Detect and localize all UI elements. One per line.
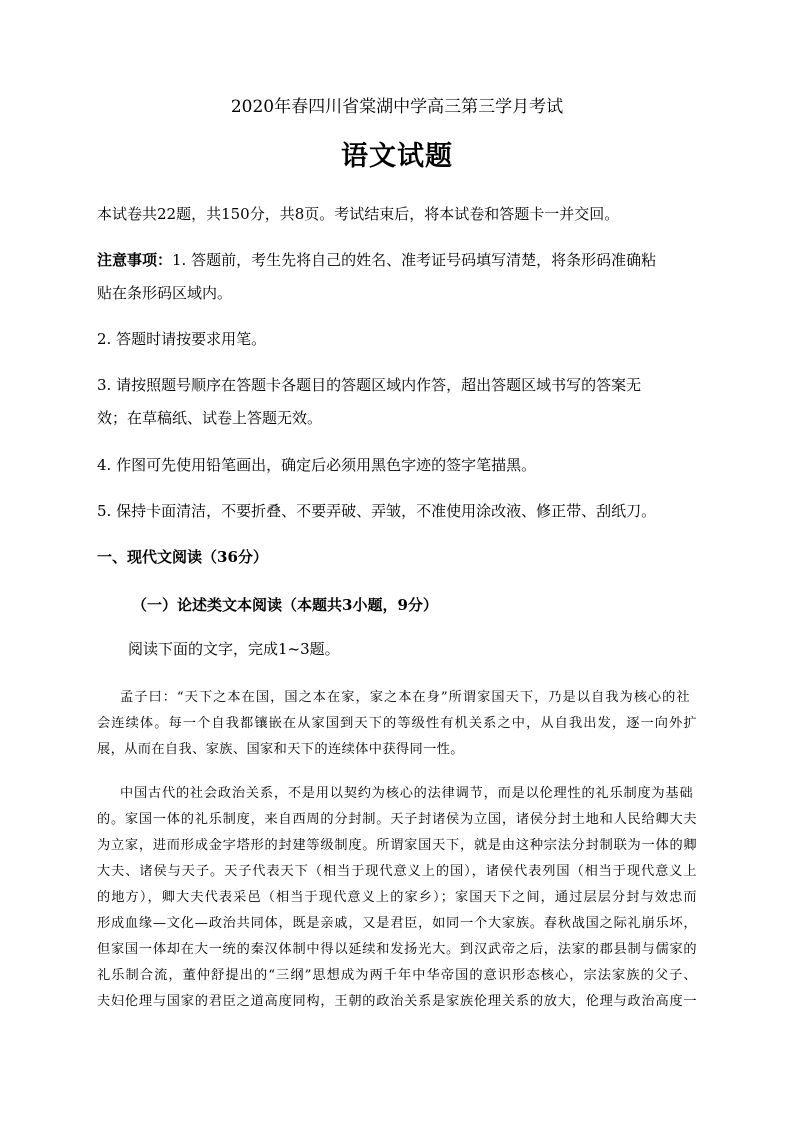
exam-intro: 本试卷共22题，共150分，共8页。考试结束后，将本试卷和答题卡一并交回。 [97, 205, 620, 223]
notes-item-3: 3. 请按照题号顺序在答题卡各题目的答题区域内作答，超出答题区域书写的答案无 [97, 376, 642, 394]
passage-p2-line: 大夫、诸侯与天子。天子代表天下（相当于现代意义上的国），诸侯代表列国（相当于现代意义上 [97, 864, 697, 879]
notes-item-4: 4. 作图可先使用铅笔画出，确定后必须用黑色字迹的签字笔描黑。 [97, 456, 537, 474]
passage-p2-line: 形成血缘—文化—政治共同体，既是亲戚，又是君臣，如同一个大家族。春秋战国之际礼崩乐坏， [97, 916, 697, 931]
exam-title: 2020年春四川省棠湖中学高三第三学月考试 [230, 97, 564, 117]
passage-p2-line: 的地方），卿大夫代表采邑（相当于现代意义上的家乡）；家国天下之间，通过层层分封与效忠而 [97, 890, 697, 905]
notes-item-1-cont: 贴在条形码区域内。 [97, 284, 233, 302]
passage-p2-line: 礼乐制合流，董仲舒提出的“三纲”思想成为两千年中华帝国的意识形态核心，宗法家族的父子、 [97, 968, 697, 983]
passage-p1-line: 展，从而在自我、家族、国家和天下的连续体中获得同一性。 [97, 742, 464, 757]
passage-p1-line: 孟子曰：“天下之本在国，国之本在家，家之本在身”所谓家国天下，乃是以自我为核心的社 [120, 690, 690, 705]
passage-p1-line: 会连续体。每一个自我都镶嵌在从家国到天下的等级性有机关系之中，从自我出发，逐一向外扩 [97, 716, 697, 731]
passage-p2-line: 中国古代的社会政治关系，不是用以契约为核心的法律调节，而是以伦理性的礼乐制度为基础 [120, 786, 693, 801]
passage-p2-line: 但家国一体却在大一统的秦汉体制中得以延续和发扬光大。到汉武帝之后，法家的郡县制与儒家的 [97, 942, 697, 957]
reading-instruction: 阅读下面的文字，完成1~3题。 [128, 640, 340, 658]
section-subheading: （一）论述类文本阅读（本题共3小题，9分） [132, 596, 438, 614]
notes-item-5: 5. 保持卡面清洁，不要折叠、不要弄破、弄皱，不准使用涂改液、修正带、刮纸刀。 [97, 502, 657, 520]
passage-p2-line: 为立家，进而形成金字塔形的封建等级制度。所谓家国天下，就是由这种宗法分封制联为一体的卿 [97, 838, 697, 853]
notes-item-1 [97, 249, 656, 270]
notes-label: 注意事项： [97, 251, 173, 269]
notes-item-1-text: 1. 答题前，考生先将自己的姓名、准考证号码填写清楚，将条形码准确粘 [172, 251, 657, 269]
notes-item-2: 2. 答题时请按要求用笔。 [97, 330, 267, 348]
subject-title: 语文试题 [341, 141, 453, 172]
passage-p2-line: 夫妇伦理与国家的君臣之道高度同构，王朝的政治关系是家族伦理关系的放大，伦理与政治高度一 [97, 994, 697, 1009]
notes-item-3-cont: 效；在草稿纸、试卷上答题无效。 [97, 409, 323, 427]
passage-p2-line: 的。家国一体的礼乐制度，来自西周的分封制。天子封诸侯为立国，诸侯分封土地和人民给卿大夫 [97, 812, 697, 827]
section-heading: 一、现代文阅读（36分） [97, 548, 268, 566]
